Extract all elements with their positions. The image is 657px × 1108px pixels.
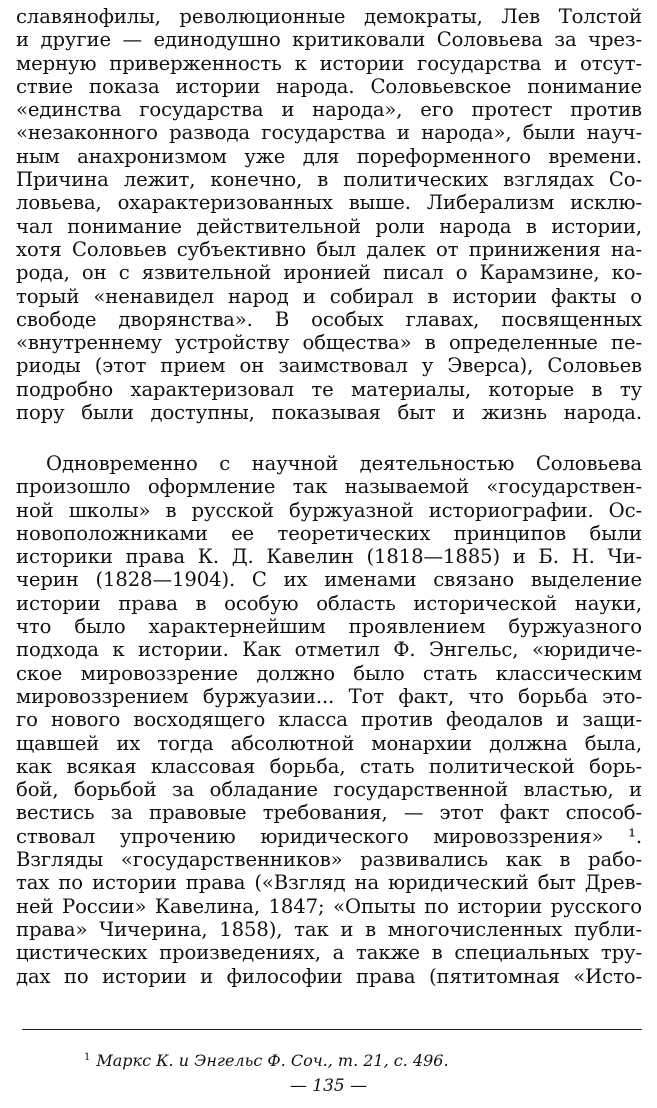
- text-line: черин (1828—1904). С их именами связано выделение: [16, 568, 642, 592]
- text-line-first: Одновременно с научной деятельностью Соловьева: [46, 452, 642, 475]
- text-line: дах по истории и философии права (пятитомная «Исто-: [16, 964, 642, 988]
- text-line: и другие — единодушно критиковали Соловьева за чрез-: [16, 28, 642, 52]
- text-line: историки права К. Д. Кавелин (1818—1885) и Б. Н. Чи-: [16, 545, 642, 569]
- text-line: Взгляды «государственников» развивались как в рабо-: [16, 848, 642, 872]
- text-line: риоды (этот прием он заимствовал у Эверса), Соловьев: [16, 354, 642, 378]
- text-line: произошло оформление так называемой «государствен-: [16, 475, 642, 499]
- text-line: торый «ненавидел народ и собирал в истории факты о: [16, 284, 642, 308]
- text-line: права» Чичерина, 1858), так и в многочисленных публи-: [16, 917, 642, 941]
- text-line: новоположниками ее теоретических принципов были: [16, 521, 642, 545]
- text-line: вестись за правовые требования, — этот факт способ-: [16, 801, 642, 825]
- text-line: «единства государства и народа», его протест против: [16, 98, 642, 122]
- text-line: истории права в особую область исторической науки,: [16, 591, 642, 615]
- text-line: «внутреннему устройству общества» в определенные пе-: [16, 331, 642, 355]
- text-line: ней России» Кавелина, 1847; «Опыты по истории русского: [16, 894, 642, 918]
- page-number: — 135 —: [289, 1076, 368, 1096]
- text-line: мерную приверженность к истории государства и отсут-: [16, 51, 642, 75]
- text-line: го нового восходящего класса против феодалов и защи-: [16, 708, 642, 732]
- text-line: хотя Соловьев субъективно был далек от принижения на-: [16, 237, 642, 261]
- paragraph-1: [16, 5, 642, 424]
- text-line: рода, он с язвительной иронией писал о Карамзине, ко-: [16, 261, 642, 285]
- text-line: тах по истории права («Взгляд на юридический быт Древ-: [16, 871, 642, 895]
- text-line: ловьева, охарактеризованных выше. Либерализм исклю-: [16, 191, 642, 215]
- text-line: что было характернейшим проявлением буржуазного: [16, 615, 642, 639]
- text-line: цистических произведениях, а также в специальных тру-: [16, 941, 642, 965]
- text-line: ной школы» в русской буржуазной историографии. Ос-: [16, 498, 642, 522]
- text-line: подхода к истории. Как отметил Ф. Энгельс, «юридиче-: [16, 638, 642, 662]
- text-line: ным анахронизмом уже для пореформенного времени.: [16, 144, 642, 168]
- footnote-text: Маркс К. и Энгельс Ф. Соч., т. 21, с. 496.: [96, 1051, 449, 1070]
- text-line-last: пору были доступны, показывая быт и жизнь народа.: [16, 401, 642, 425]
- footnote-marker: 1: [84, 1052, 91, 1063]
- text-line: мировоззрением буржуазии... Тот факт, что борьба это-: [16, 684, 642, 708]
- text-line: бой, борьбой за обладание государственной властью, и: [16, 778, 642, 802]
- paragraph-2: [16, 452, 642, 988]
- text-line: «незаконного развода государства и народа», были науч-: [16, 121, 642, 145]
- text-line: Причина лежит, конечно, в политических взглядах Со-: [16, 168, 642, 192]
- footnote-divider: [22, 1029, 642, 1030]
- text-line: как всякая классовая борьба, стать политической борь-: [16, 754, 642, 778]
- text-line: свободе дворянства». В особых главах, посвященных: [16, 307, 642, 331]
- text-line: ствие показа истории народа. Соловьевское понимание: [16, 74, 642, 98]
- footnote: [84, 1048, 604, 1071]
- text-line: славянофилы, революционные демократы, Лев Толстой: [16, 5, 642, 28]
- text-line: подробно характеризовал те материалы, которые в ту: [16, 377, 642, 401]
- text-line: щавшей их тогда абсолютной монархии должна была,: [16, 731, 642, 755]
- text-line: чал понимание действительной роли народа в истории,: [16, 214, 642, 238]
- text-line: ствовал упрочению юридического мировоззрения» ¹.: [16, 824, 642, 848]
- text-line: ское мировоззрение должно было стать классическим: [16, 661, 642, 685]
